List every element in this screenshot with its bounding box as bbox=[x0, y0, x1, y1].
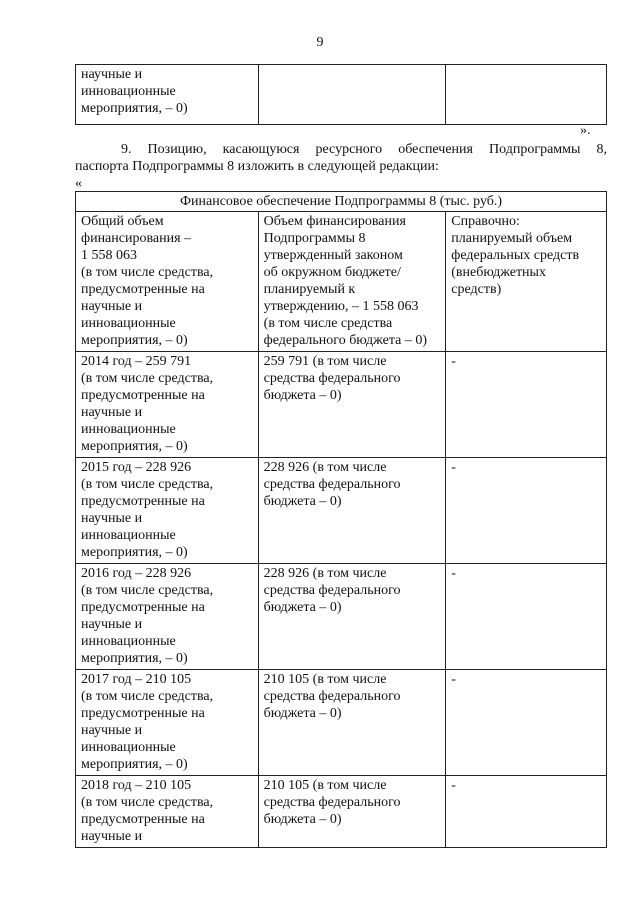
amount-cell: 259 791 (в том числе средства федерального бюджета – 0) bbox=[258, 352, 446, 458]
year-cell: 2015 год – 228 926 (в том числе средства, предусмотренные на научные и инновационные мероприятия, – 0) bbox=[76, 458, 259, 564]
year-cell: 2016 год – 228 926 (в том числе средства, предусмотренные на научные и инновационные мероприятия, – 0) bbox=[76, 564, 259, 670]
reference-cell: - bbox=[446, 670, 607, 776]
amount-cell: 228 926 (в том числе средства федерального бюджета – 0) bbox=[258, 564, 446, 670]
amount-cell: 210 105 (в том числе средства федерального бюджета – 0) bbox=[258, 670, 446, 776]
header-cell-reference: Справочно: планируемый объем федеральных средств (внебюджетных средств) bbox=[446, 212, 607, 352]
reference-cell: - bbox=[446, 458, 607, 564]
page-number: 9 bbox=[316, 35, 324, 50]
year-cell: 2018 год – 210 105 (в том числе средства, предусмотренные на научные и bbox=[76, 776, 259, 848]
table-row bbox=[76, 65, 607, 125]
amount-cell: 210 105 (в том числе средства федерального бюджета – 0) bbox=[258, 776, 446, 848]
financing-table bbox=[75, 191, 607, 848]
reference-cell: - bbox=[446, 352, 607, 458]
table-row bbox=[76, 352, 607, 458]
table-row bbox=[76, 564, 607, 670]
paragraph-line: паспорта Подпрограммы 8 изложить в следующей редакции: bbox=[75, 159, 439, 174]
table-title-row bbox=[76, 192, 607, 212]
table-row bbox=[76, 776, 607, 848]
table-row bbox=[76, 458, 607, 564]
closing-quote: ». bbox=[580, 123, 591, 138]
table-cell bbox=[446, 65, 607, 125]
paragraph-line: 9. Позицию, касающуюся ресурсного обеспечения Подпрограммы 8, bbox=[121, 142, 607, 157]
reference-cell: - bbox=[446, 776, 607, 848]
reference-cell: - bbox=[446, 564, 607, 670]
year-cell: 2014 год – 259 791 (в том числе средства, предусмотренные на научные и инновационные мероприятия, – 0) bbox=[76, 352, 259, 458]
table-title: Финансовое обеспечение Подпрограммы 8 (тыс. руб.) bbox=[76, 192, 607, 212]
header-cell-budget: Объем финансирования Подпрограммы 8 утвержденный законом об окружном бюджете/ планируемый к утверждению, – 1 558 063 (в том числе средства федерального бюджета – 0) bbox=[258, 212, 446, 352]
table-row bbox=[76, 670, 607, 776]
table-header-row bbox=[76, 212, 607, 352]
year-cell: 2017 год – 210 105 (в том числе средства, предусмотренные на научные и инновационные мероприятия, – 0) bbox=[76, 670, 259, 776]
header-cell-total: Общий объем финансирования – 1 558 063 (в том числе средства, предусмотренные на научные и инновационные мероприятия, – 0) bbox=[76, 212, 259, 352]
table-cell: научные и инновационные мероприятия, – 0) bbox=[76, 65, 259, 125]
amount-cell: 228 926 (в том числе средства федерального бюджета – 0) bbox=[258, 458, 446, 564]
continued-table bbox=[75, 64, 607, 125]
opening-quote: « bbox=[75, 176, 82, 191]
table-cell bbox=[258, 65, 446, 125]
